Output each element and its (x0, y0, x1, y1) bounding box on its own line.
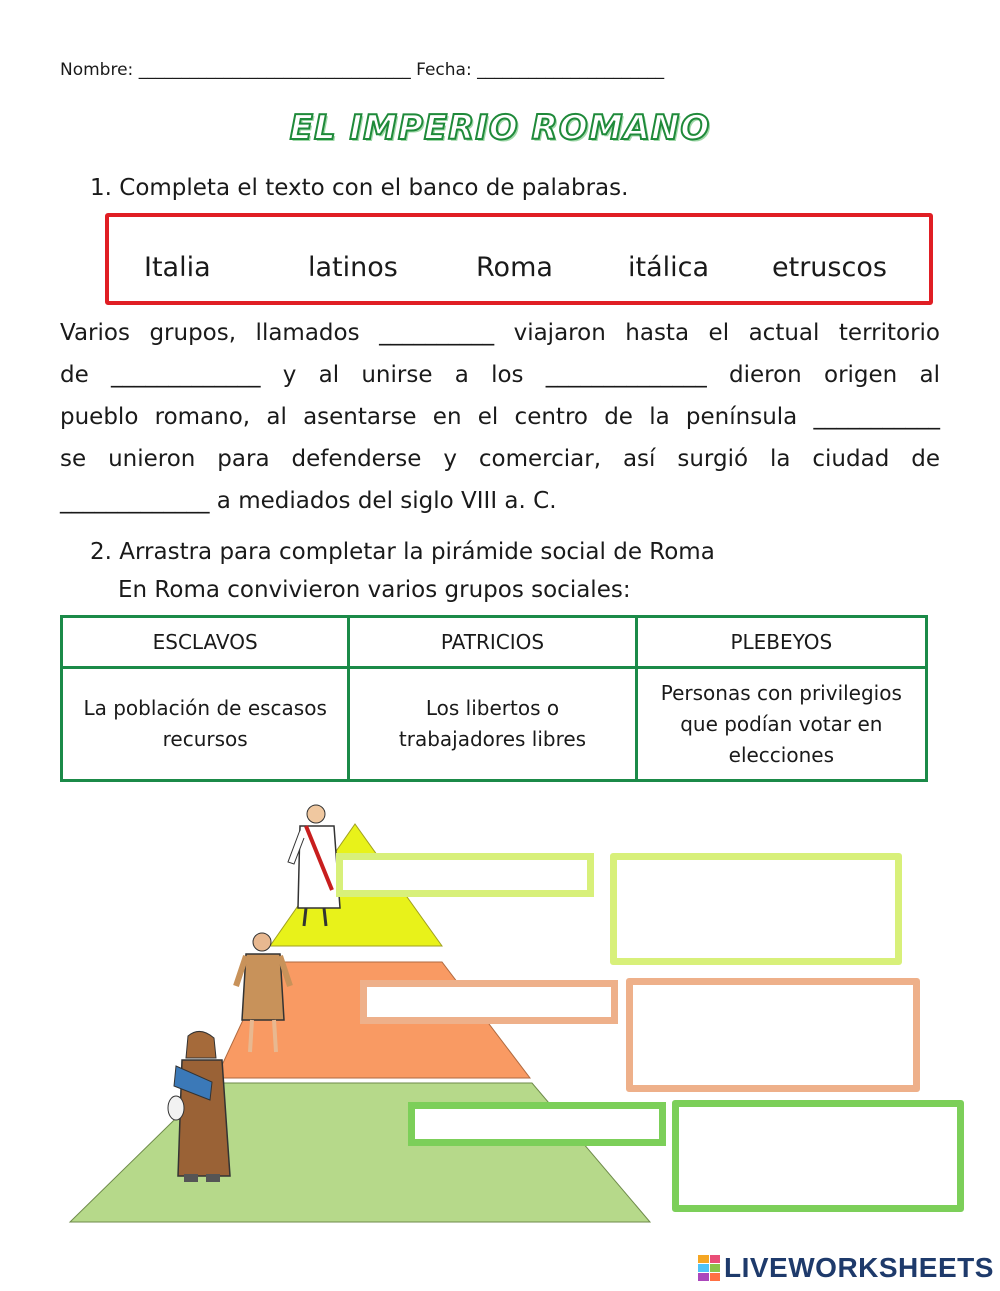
table-header-cell[interactable]: ESCLAVOS (63, 618, 350, 669)
table-description-cell[interactable]: Personas con privilegios que podían votar en elecciones (660, 680, 902, 767)
table-header-cell[interactable]: PATRICIOS (350, 618, 637, 669)
pyramid-bottom-description-box[interactable] (672, 1100, 964, 1212)
pyramid-bottom-label-box[interactable] (408, 1102, 666, 1146)
pyramid-middle-label-box[interactable] (360, 980, 618, 1024)
question-2-subprompt: En Roma convivieron varios grupos sociales: (118, 577, 631, 603)
liveworksheets-logo (698, 1252, 994, 1284)
pyramid-middle-description-box[interactable] (626, 978, 920, 1092)
name-label: Nombre: (60, 60, 134, 80)
question-2-prompt: 2. Arrastra para completar la pirámide social de Roma (90, 539, 715, 565)
word-bank-item[interactable]: Italia (144, 252, 211, 283)
paragraph-line[interactable]: se unieron para defenderse y comerciar, así surgió la ciudad de (60, 446, 940, 472)
page-title: EL IMPERIO ROMANO (289, 108, 711, 148)
word-bank-item[interactable]: latinos (308, 252, 398, 283)
pyramid-top-label-box[interactable] (336, 853, 594, 897)
word-bank-item[interactable]: itálica (628, 252, 710, 283)
pyramid-top-description-box[interactable] (610, 853, 902, 965)
brand-name: LIVEWORKSHEETS (724, 1252, 994, 1283)
question-1-prompt: 1. Completa el texto con el banco de palabras. (90, 175, 629, 201)
paragraph-line[interactable]: _____________ a mediados del siglo VIII a. C. (60, 488, 557, 514)
table-description-cell[interactable]: La población de escasos recursos (63, 669, 350, 779)
word-bank-item[interactable]: etruscos (772, 252, 887, 283)
table-header-cell[interactable]: PLEBEYOS (638, 618, 925, 669)
liveworksheets-icon (698, 1255, 720, 1281)
paragraph-line[interactable]: Varios grupos, llamados __________ viajaron hasta el actual territorio (60, 320, 940, 346)
paragraph-line[interactable]: de _____________ y al unirse a los ______________ dieron origen al (60, 362, 940, 388)
fill-in-paragraph (60, 312, 940, 522)
student-header (60, 60, 664, 80)
date-label: Fecha: (416, 60, 472, 80)
paragraph-line[interactable]: pueblo romano, al asentarse en el centro de la península ___________ (60, 404, 940, 430)
date-blank[interactable]: ______________________ (477, 60, 665, 80)
table-description-cell[interactable]: Los libertos o trabajadores libres (350, 669, 637, 779)
word-bank-item[interactable]: Roma (476, 252, 553, 283)
question-2 (90, 533, 715, 609)
social-groups-table (60, 615, 928, 782)
name-blank[interactable]: ________________________________ (138, 60, 411, 80)
patrician-figure-icon (288, 805, 340, 926)
